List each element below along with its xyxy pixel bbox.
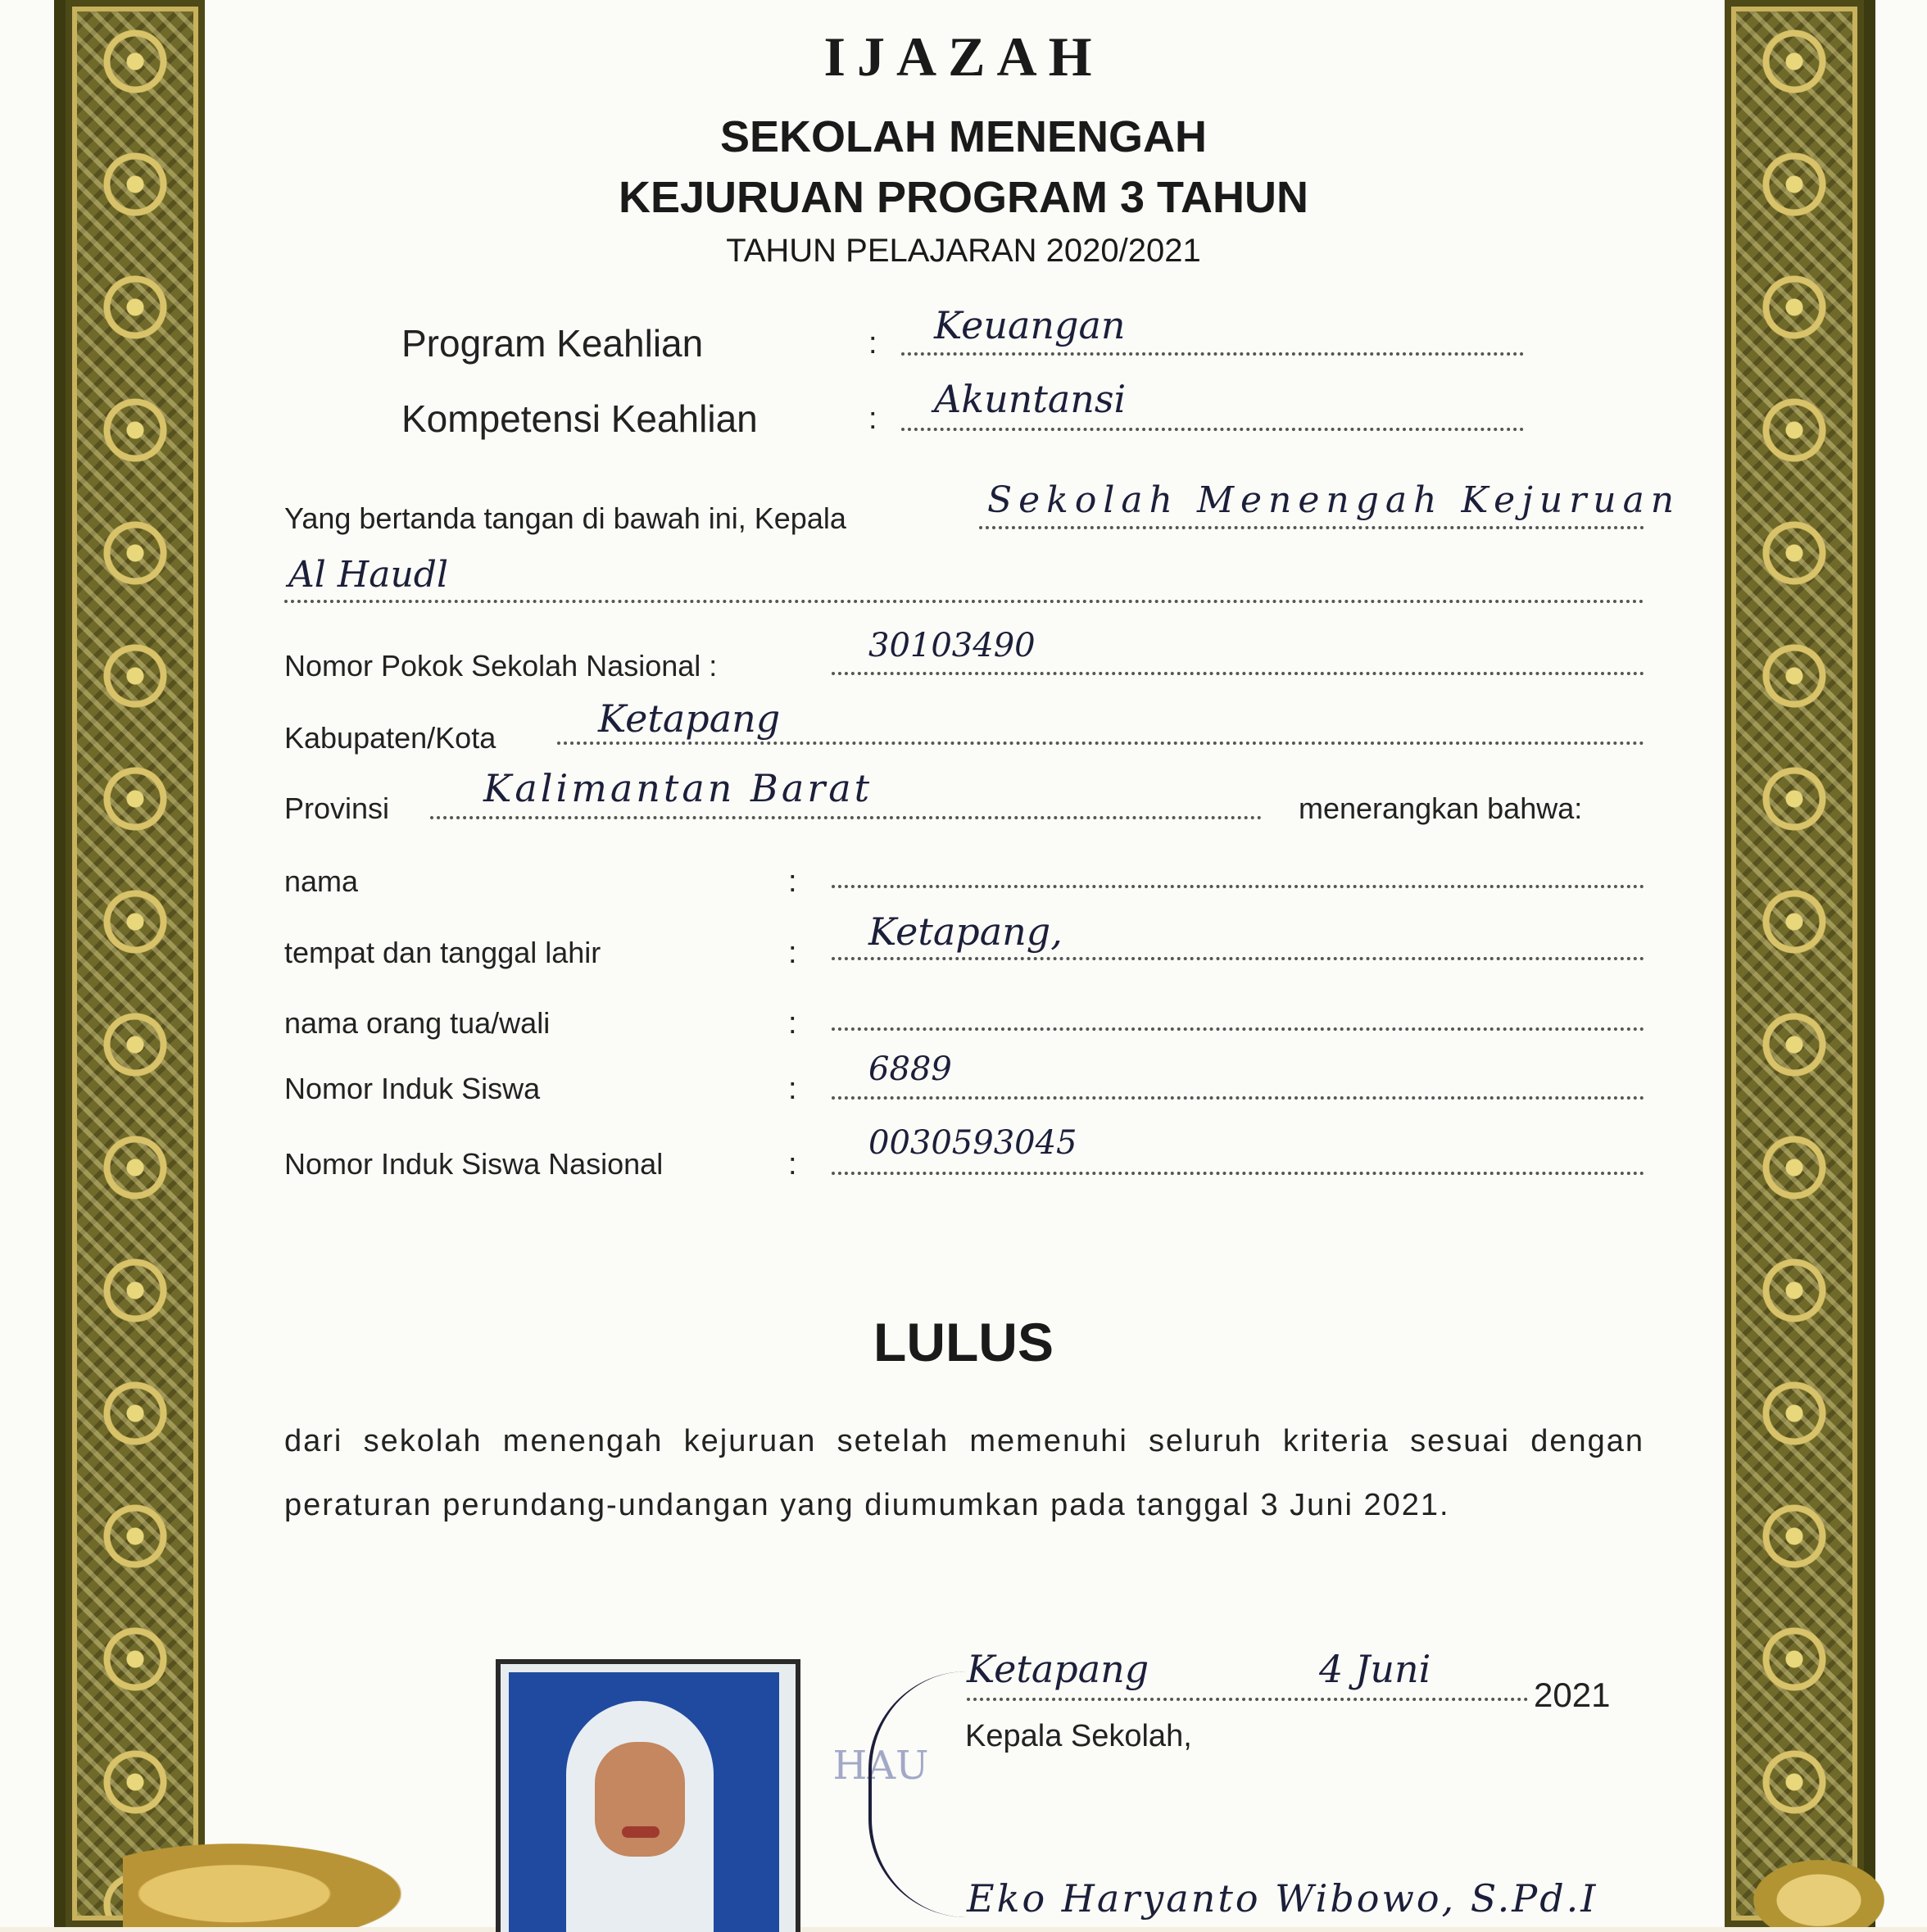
nis-line: [832, 1096, 1644, 1100]
provinsi-value: Kalimantan Barat: [483, 766, 873, 810]
program-label: Program Keahlian: [401, 322, 704, 365]
kompetensi-line: [901, 428, 1524, 431]
ortu-line: [832, 1027, 1644, 1031]
kepala-line: [979, 526, 1644, 529]
nisn-line: [832, 1172, 1644, 1175]
border-edge-right: [1864, 0, 1875, 1927]
npsn-line: [832, 672, 1644, 675]
school-type-line1: SEKOLAH MENENGAH: [719, 112, 1208, 161]
student-photo: [496, 1659, 800, 1932]
school-name-value: Al Haudl: [288, 554, 449, 596]
kompetensi-label: Kompetensi Keahlian: [401, 397, 758, 440]
photo-face: [595, 1742, 685, 1857]
kabupaten-line: [557, 742, 1644, 745]
signature-role: Kepala Sekolah,: [965, 1719, 1192, 1753]
ornamental-border-left: [66, 0, 205, 1927]
ttl-line: [832, 957, 1644, 960]
provinsi-label: Provinsi: [284, 791, 390, 825]
border-edge-left: [54, 0, 66, 1927]
signature-place: Ketapang: [967, 1647, 1149, 1691]
nisn-label: Nomor Induk Siswa Nasional: [284, 1147, 664, 1181]
npsn-label: Nomor Pokok Sekolah Nasional :: [284, 649, 718, 683]
nis-label: Nomor Induk Siswa: [284, 1072, 541, 1105]
ttl-colon: :: [788, 936, 797, 970]
ttl-label: tempat dan tanggal lahir: [284, 936, 601, 969]
kabupaten-label: Kabupaten/Kota: [284, 721, 496, 755]
graduation-statement: dari sekolah menengah kejuruan setelah memenuhi seluruh kriteria sesuai dengan peraturan perundang-undangan yang diumumkan pada tanggal 3 Juni 2021.: [284, 1424, 1644, 1522]
ortu-label: nama orang tua/wali: [284, 1006, 551, 1040]
nama-colon: :: [788, 864, 797, 899]
photo-lips: [622, 1826, 660, 1838]
ornament-corner-bottom-right: [1753, 1860, 1884, 1927]
nis-value: 6889: [868, 1050, 952, 1088]
stamp-text: HAU: [832, 1743, 929, 1789]
kepala-label: Yang bertanda tangan di bawah ini, Kepala: [284, 501, 846, 535]
kepala-value: Sekolah Menengah Kejuruan: [987, 479, 1681, 521]
school-type-line2: KEJURUAN PROGRAM 3 TAHUN: [618, 173, 1309, 222]
signature-date-line: [967, 1698, 1528, 1701]
school-name-line: [284, 600, 1644, 603]
menerangkan-text: menerangkan bahwa:: [1299, 791, 1583, 825]
academic-year: TAHUN PELAJARAN 2020/2021: [726, 233, 1201, 269]
nisn-value: 0030593045: [868, 1124, 1077, 1162]
signature-name: Eko Haryanto Wibowo, S.Pd.I: [967, 1876, 1598, 1921]
ortu-colon: :: [788, 1006, 797, 1041]
nama-label: nama: [284, 864, 359, 898]
nama-line: [832, 885, 1644, 888]
provinsi-line: [430, 816, 1262, 819]
kompetensi-value: Akuntansi: [934, 377, 1127, 421]
nisn-colon: :: [788, 1147, 797, 1181]
ornament-corner-bottom-left: [123, 1844, 401, 1927]
ornamental-border-right: [1725, 0, 1864, 1927]
kabupaten-value: Ketapang: [598, 696, 781, 741]
certificate-title: IJAZAH: [823, 25, 1104, 88]
ttl-value: Ketapang,: [868, 909, 1063, 954]
nis-colon: :: [788, 1072, 797, 1106]
program-colon: :: [868, 326, 877, 361]
graduation-status: LULUS: [873, 1312, 1054, 1372]
npsn-value: 30103490: [868, 627, 1036, 664]
program-value: Keuangan: [934, 303, 1126, 347]
program-line: [901, 352, 1524, 356]
signature-date: 4 Juni: [1319, 1647, 1431, 1691]
signature-year: 2021: [1534, 1676, 1611, 1714]
kompetensi-colon: :: [868, 401, 877, 436]
